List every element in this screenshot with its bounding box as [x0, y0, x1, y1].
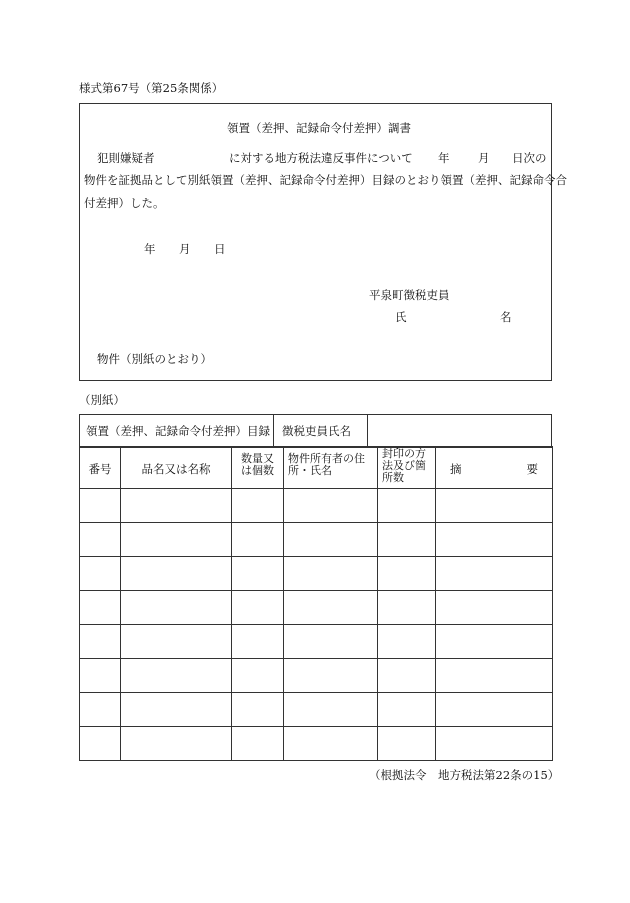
document-title: 領置（差押、記録命令付差押）調書 [227, 121, 411, 135]
date-year: 年 [144, 242, 156, 256]
table-cell[interactable] [436, 523, 553, 557]
property-list-table [79, 446, 553, 761]
body-month: 月 [478, 151, 490, 165]
table-cell[interactable] [284, 625, 378, 659]
table-cell[interactable] [232, 489, 284, 523]
header-quantity: 数量又 は個数 [232, 447, 284, 489]
header-number: 番号 [80, 447, 121, 489]
header-owner: 物件所有者の住 所・氏名 [284, 447, 378, 489]
table-cell[interactable] [284, 659, 378, 693]
table-cell[interactable] [232, 659, 284, 693]
header-seal: 封印の方 法及び箇 所数 [378, 447, 436, 489]
date-day: 日 [214, 242, 226, 256]
header-summary: 摘 要 [436, 447, 553, 489]
body-line1-middle: に対する地方税法違反事件について [229, 151, 413, 165]
official-name-value-cell[interactable] [368, 415, 552, 448]
table-row [80, 625, 553, 659]
table-cell[interactable] [121, 659, 232, 693]
table-cell[interactable] [378, 557, 436, 591]
table-cell[interactable] [284, 557, 378, 591]
table-header-row [80, 447, 553, 489]
table-cell[interactable] [121, 489, 232, 523]
table-cell[interactable] [121, 727, 232, 761]
table-cell[interactable] [378, 489, 436, 523]
table-cell[interactable] [121, 625, 232, 659]
body-line3: 付差押）した。 [84, 196, 165, 210]
table-row [80, 693, 553, 727]
table-cell[interactable] [232, 523, 284, 557]
table-cell[interactable] [80, 591, 121, 625]
table-row [80, 659, 553, 693]
table-row [80, 591, 553, 625]
table-cell[interactable] [284, 489, 378, 523]
table-cell[interactable] [121, 523, 232, 557]
table-row [80, 489, 553, 523]
table-cell[interactable] [232, 591, 284, 625]
table-cell[interactable] [284, 727, 378, 761]
list-title: 領置（差押、記録命令付差押）目録 [80, 415, 274, 448]
table-cell[interactable] [436, 625, 553, 659]
table-cell[interactable] [378, 625, 436, 659]
table-cell[interactable] [436, 693, 553, 727]
header-item: 品名又は名称 [121, 447, 232, 489]
table-cell[interactable] [378, 591, 436, 625]
table-cell[interactable] [436, 591, 553, 625]
body-day-next: 日次の [512, 151, 547, 165]
table-cell[interactable] [80, 557, 121, 591]
table-cell[interactable] [232, 625, 284, 659]
table-cell[interactable] [121, 591, 232, 625]
table-cell[interactable] [284, 523, 378, 557]
official-name-label-cell: 徴税吏員氏名 [274, 415, 368, 448]
table-cell[interactable] [232, 727, 284, 761]
table-cell[interactable] [121, 693, 232, 727]
table-cell[interactable] [80, 727, 121, 761]
table-cell[interactable] [121, 557, 232, 591]
table-cell[interactable] [80, 523, 121, 557]
table-row [80, 557, 553, 591]
legal-basis: （根拠法令 地方税法第22条の15） [369, 768, 560, 782]
table-cell[interactable] [80, 625, 121, 659]
table-row [80, 727, 553, 761]
table-cell[interactable] [378, 693, 436, 727]
form-number: 様式第67号（第25条関係） [79, 81, 224, 95]
body-year: 年 [438, 151, 450, 165]
table-cell[interactable] [232, 693, 284, 727]
table-cell[interactable] [232, 557, 284, 591]
table-cell[interactable] [378, 659, 436, 693]
table-cell[interactable] [378, 523, 436, 557]
official-name-label: 氏 [395, 310, 407, 324]
list-header-table [79, 414, 552, 448]
table-cell[interactable] [80, 659, 121, 693]
date-month: 月 [179, 242, 191, 256]
table-cell[interactable] [436, 489, 553, 523]
table-row [80, 523, 553, 557]
attachment-label: （別紙） [79, 393, 125, 407]
table-cell[interactable] [80, 489, 121, 523]
table-cell[interactable] [436, 659, 553, 693]
suspect-label: 犯則嫌疑者 [97, 151, 155, 165]
table-cell[interactable] [80, 693, 121, 727]
articles-note: 物件（別紙のとおり） [97, 352, 212, 366]
table-cell[interactable] [378, 727, 436, 761]
body-line2: 物件を証拠品として別紙領置（差押、記録命令付差押）目録のとおり領置（差押、記録命令合 [84, 173, 567, 187]
table-cell[interactable] [284, 693, 378, 727]
table-cell[interactable] [284, 591, 378, 625]
official-name-suffix: 名 [500, 310, 512, 324]
table-cell[interactable] [436, 727, 553, 761]
table-cell[interactable] [436, 557, 553, 591]
official-title: 平泉町徴税吏員 [369, 288, 450, 302]
